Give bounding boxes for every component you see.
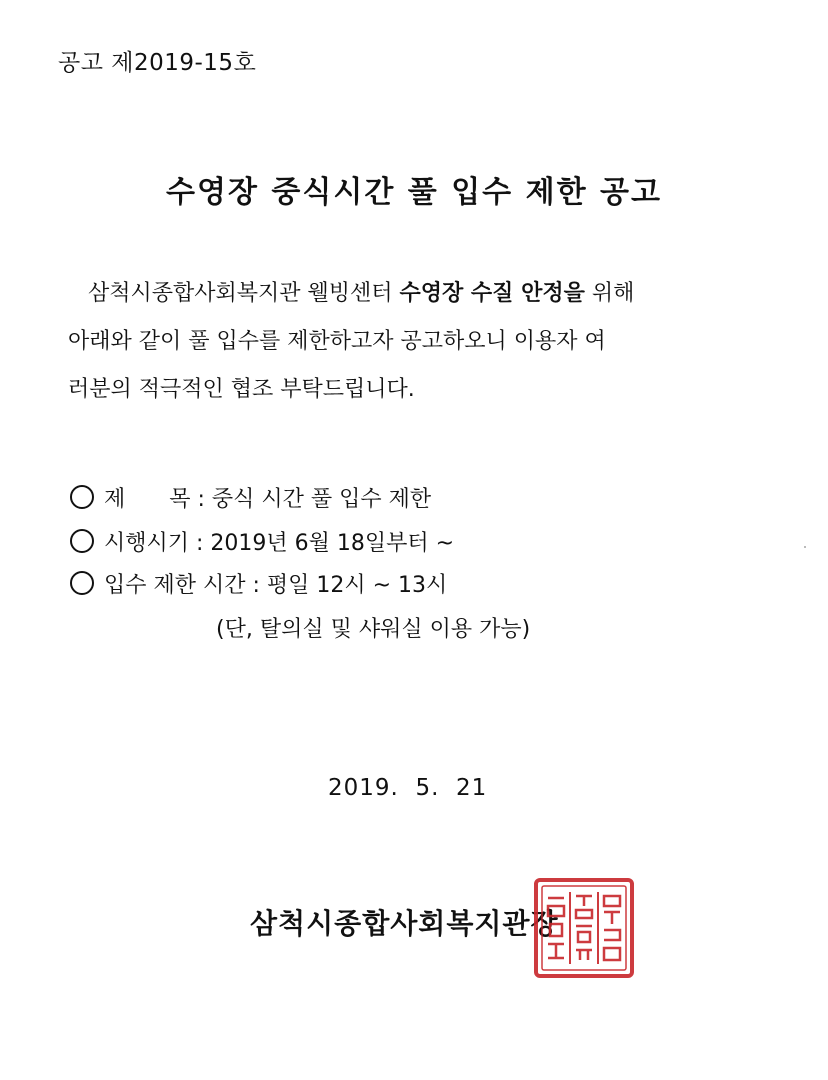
item-restriction-time-label: 입수 제한 시간 (104, 573, 246, 598)
body-line-1-text-a: 삼척시종합사회복지관 웰빙센터 (88, 281, 400, 306)
item-effective-date (70, 526, 454, 557)
circle-bullet-icon (70, 571, 94, 595)
item-effective-date-label: 시행시기 (104, 531, 190, 556)
item-restriction-time-value: : 평일 12시 ~ 13시 (245, 573, 448, 598)
official-seal-icon (530, 876, 638, 980)
body-line-2: 아래와 같이 풀 입수를 제한하고자 공고하오니 이용자 여 (68, 329, 606, 354)
issuer-name: 삼척시종합사회복지관장 (250, 907, 559, 940)
circle-bullet-icon (70, 485, 94, 509)
item-note: (단, 탈의실 및 샤워실 이용 가능) (216, 617, 531, 642)
body-line-1 (68, 270, 768, 318)
notice-body (68, 270, 768, 414)
circle-bullet-icon (70, 529, 94, 553)
scan-speck (804, 546, 806, 548)
item-restriction-time (70, 568, 447, 599)
body-line-1-text-b: 위해 (584, 281, 635, 306)
body-line-1-bold-text: 수영장 수질 안정을 (399, 281, 585, 306)
item-subject-label-b: 목 (169, 487, 191, 512)
body-line-3: 러분의 적극적인 협조 부탁드립니다. (68, 377, 415, 402)
notice-date: 2019. 5. 21 (328, 775, 488, 801)
item-effective-date-value: : 2019년 6월 18일부터 ~ (189, 531, 455, 556)
document-number: 공고 제2019-15호 (58, 50, 257, 76)
item-subject (70, 482, 431, 513)
item-subject-value: : 중식 시간 풀 입수 제한 (190, 487, 432, 512)
item-subject-label-a: 제 (104, 487, 126, 512)
notice-title: 수영장 중식시간 풀 입수 제한 공고 (166, 175, 662, 210)
